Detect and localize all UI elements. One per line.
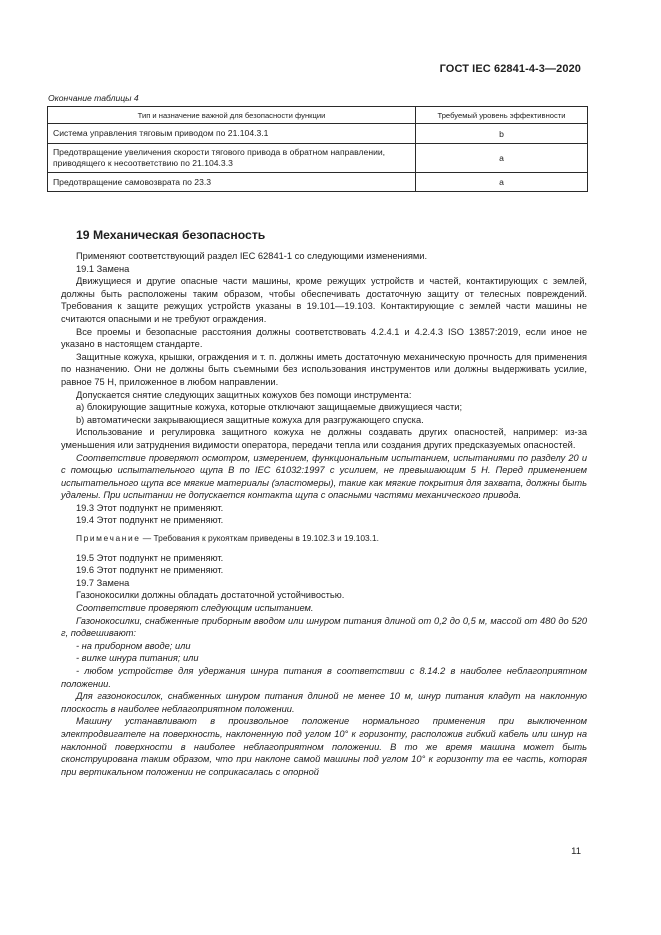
- paragraph: Использование и регулировка защитного кожуха не должны создавать других опасностей, например: из-за уменьшения или затруднения видимости оператора, передачи тепла или создания других предсказуемых опасностей.: [61, 427, 587, 450]
- note-text: — Требования к рукояткам приведены в 19.102.3 и 19.103.1.: [140, 533, 379, 544]
- subclause-heading: 19.6 Этот подпункт не применяют.: [76, 565, 224, 576]
- table-row: [48, 144, 588, 173]
- list-item: b) автоматически закрывающиеся защитные кожуха для разгружающего спуска.: [76, 414, 424, 425]
- paragraph: Все проемы и безопасные расстояния должны соответствовать 4.2.4.1 и 4.2.4.3 ISO 13857:2019, если иное не указано в настоящем стандарте.: [61, 326, 587, 350]
- table-4: [47, 106, 588, 192]
- note-label: Примечание: [76, 533, 141, 544]
- paragraph: Применяют соответствующий раздел IEC 62841-1 со следующими изменениями.: [76, 251, 428, 261]
- paragraph: Движущиеся и другие опасные части машины, кроме режущих устройств и частей, контактирующих с землей, должны быть расположены таким образом, чтобы обеспечивать достаточную защиту от телесных повреждений. Требования к защите режущих устройств указаны в 19.101—19.103. Контактирующие с землей части машины не считаются опасными и не требуют ограждения.: [61, 276, 587, 324]
- table-col-header-level: Требуемый уровень эффективности: [416, 107, 588, 124]
- compliance-paragraph: Для газонокосилок, снабженных шнуром питания длиной не менее 10 м, шнур питания кладут на наклонную плоскость в наиболее неблагоприятном положении.: [61, 691, 587, 714]
- table-cell-level: a: [416, 173, 588, 192]
- subclause-heading: 19.4 Этот подпункт не применяют.: [76, 515, 224, 526]
- list-item: - любом устройстве для удержания шнура питания в соответствии с 8.14.2 в наиболее неблагоприятном положении.: [61, 666, 587, 689]
- subclause-heading: 19.1 Замена: [76, 263, 130, 274]
- paragraph: Защитные кожуха, крышки, ограждения и т. п. должны иметь достаточную механическую прочность для применения по назначению. Они не должны быть съемными без использования инструментов или должны выдерживать усилие, равное 75 Н, приложенное в любом направлении.: [61, 351, 587, 387]
- subclause-heading: 19.5 Этот подпункт не применяют.: [76, 552, 224, 563]
- body-text: [61, 250, 587, 778]
- table-cell-function: Предотвращение самовозврата по 23.3: [48, 173, 416, 192]
- table-cell-function: Система управления тяговым приводом по 21.104.3.1: [48, 124, 416, 144]
- compliance-paragraph: Газонокосилки, снабженные приборным вводом или шнуром питания длиной от 0,2 до 0,5 м, массой от 480 до 520 г, подвешивают:: [61, 615, 587, 639]
- document-header-id: ГОСТ IEC 62841-4-3—2020: [439, 63, 581, 75]
- section-title: 19 Механическая безопасность: [76, 228, 266, 242]
- subclause-heading: 19.3 Этот подпункт не применяют.: [76, 502, 224, 513]
- note: [61, 532, 587, 545]
- table-cell-level: b: [416, 124, 588, 144]
- subclause-heading: 19.7 Замена: [76, 577, 130, 588]
- compliance-paragraph: Машину устанавливают в произвольное положение нормального применения при выключенном электродвигателе на поверхность, наклоненную под углом 10° к горизонту, расположив гибкий кабель или шнур на наклонной поверхности в наиболее неблагоприятном положении. В то же время машина может быть сконструирована таким образом, что при наклоне самой машины под углом 10° к горизонту та ее часть, которая при вертикальном положении не соприкасалась с опорной: [61, 716, 587, 777]
- table-header-row: [48, 107, 588, 124]
- table-cell-level: a: [416, 144, 588, 173]
- table-row: [48, 124, 588, 144]
- list-item: a) блокирующие защитные кожуха, которые отключают защищаемые движущиеся части;: [76, 402, 463, 413]
- list-item: - вилке шнура питания; или: [76, 653, 199, 664]
- table-caption: Окончание таблицы 4: [48, 93, 139, 103]
- table-cell-function: Предотвращение увеличения скорости тягового привода в обратном направлении, приводящего к несоответствию по 21.104.3.3: [48, 144, 416, 173]
- compliance-paragraph: Соответствие проверяют осмотром, измерением, функциональным испытанием, испытаниями по разделу 20 и с помощью испытательного щупа В по IEC 61032:1997 с усилием, не превышающим 5 Н. Перед применением испытательного щупа все мягкие материалы (эластомеры), такие как мягкие покрытия для захвата, должны быть удалены. При испытании не допускается контакта щупа с опасными частями механического привода.: [61, 452, 587, 501]
- list-item: - на приборном вводе; или: [76, 640, 191, 651]
- paragraph: Допускается снятие следующих защитных кожухов без помощи инструмента:: [76, 389, 412, 400]
- page-number: 11: [571, 846, 581, 857]
- compliance-paragraph: Соответствие проверяют следующим испытанием.: [76, 603, 314, 614]
- table-col-header-function: Тип и назначение важной для безопасности функции: [48, 107, 416, 124]
- paragraph: Газонокосилки должны обладать достаточной устойчивостью.: [76, 590, 345, 601]
- table-row: [48, 173, 588, 192]
